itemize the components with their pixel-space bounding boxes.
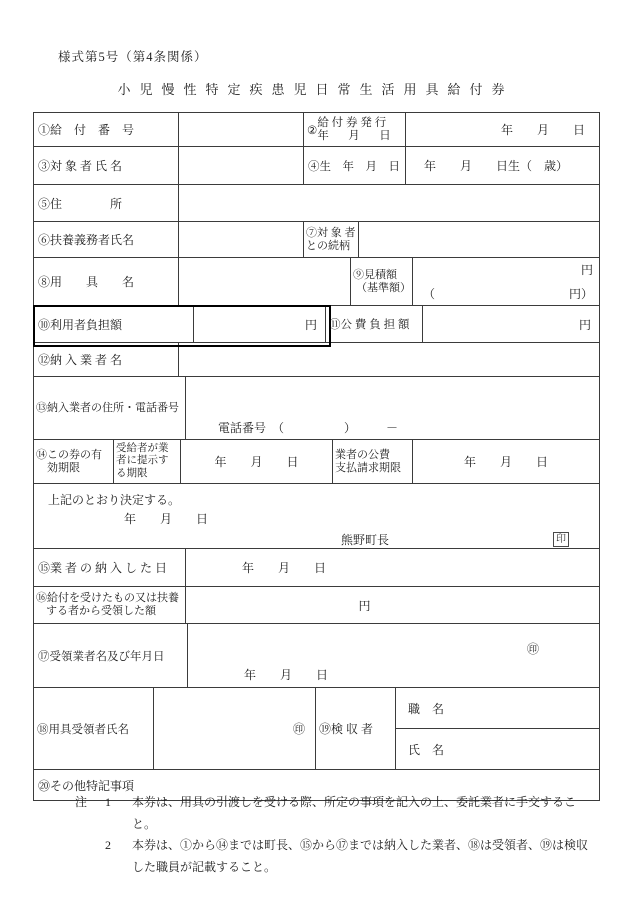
phone-number-line: 電話番号 （ ） － bbox=[218, 421, 399, 435]
row-supplier bbox=[34, 343, 599, 377]
equipment-recipient-value-cell bbox=[154, 688, 316, 769]
birth-date-label: ④生 年 月 日 bbox=[304, 147, 406, 184]
equipment-name-label: ⑧用 具 名 bbox=[34, 258, 179, 305]
row-receiving-supplier bbox=[34, 624, 599, 688]
inspector-detail-cell bbox=[396, 688, 599, 769]
row-decision bbox=[34, 484, 599, 549]
estimate-label: ⑨見積額 （基準額） bbox=[351, 258, 413, 305]
row-grant-number bbox=[34, 113, 599, 147]
row-guardian bbox=[34, 222, 599, 258]
receiving-supplier-label: ⑰受領業者名及び年月日 bbox=[34, 624, 188, 687]
recipient-name-value-cell bbox=[179, 147, 304, 184]
relationship-value-cell bbox=[359, 222, 599, 257]
page-title: 小児慢性特定疾患児日常生活用具給付券 bbox=[117, 82, 514, 97]
validity-label: ⑭この券の有 効期限 bbox=[34, 440, 114, 483]
birth-date-value: 年 月 日生（ 歳） bbox=[424, 159, 569, 173]
claim-deadline-label: 業者の公費 支払請求期限 bbox=[333, 440, 413, 483]
row-address bbox=[34, 185, 599, 222]
decision-cell bbox=[34, 484, 599, 548]
row-recipient-inspector bbox=[34, 688, 599, 770]
supplier-name-value-cell bbox=[179, 343, 599, 376]
issue-date-value: 年 月 日 bbox=[500, 123, 585, 137]
address-value-cell bbox=[179, 185, 599, 221]
estimate-value-cell: 円 （ 円） bbox=[413, 258, 599, 305]
decision-statement: 上記のとおり決定する。 bbox=[48, 493, 181, 507]
mayor-signature: 熊野町長 bbox=[341, 533, 390, 547]
recipient-seal-icon: ㊞ bbox=[292, 722, 305, 736]
receiving-supplier-date: 年 月 日 bbox=[244, 668, 329, 682]
row-delivery-date bbox=[34, 549, 599, 587]
form-number: 様式第5号（第4条関係） bbox=[58, 50, 208, 64]
guardian-name-label: ⑥扶養義務者氏名 bbox=[34, 222, 179, 257]
remarks-label: ⑳その他特記事項 bbox=[38, 778, 135, 793]
public-expense-value: 円 bbox=[578, 317, 591, 332]
form-table bbox=[33, 112, 600, 801]
supplier-name-label: ⑫納 入 業 者 名 bbox=[34, 343, 179, 376]
row-validity bbox=[34, 440, 599, 484]
public-expense-label: ⑪公 費 負 担 額 bbox=[326, 306, 423, 342]
row-recipient bbox=[34, 147, 599, 185]
note-mark: 注 bbox=[75, 795, 88, 809]
inspector-name-label: 氏 名 bbox=[408, 742, 445, 757]
inspector-label: ⑲検 収 者 bbox=[316, 688, 396, 769]
received-amount-value: 円 bbox=[358, 598, 371, 613]
row-charges bbox=[34, 306, 599, 343]
present-deadline-date: 年 月 日 bbox=[181, 440, 333, 483]
claim-deadline-date: 年 月 日 bbox=[463, 455, 548, 469]
issue-date-number: ② bbox=[307, 124, 318, 137]
grant-number-value-cell bbox=[179, 113, 304, 146]
decision-date: 年 月 日 bbox=[124, 512, 209, 526]
user-charge-label: ⑩利用者負担額 bbox=[34, 306, 194, 342]
row-supplier-address bbox=[34, 377, 599, 440]
row-equipment bbox=[34, 258, 599, 306]
supplier-address-value-cell bbox=[186, 377, 599, 439]
delivery-date-value: 年 月 日 bbox=[242, 561, 327, 575]
supplier-address-label: ⑬納入業者の住所・電話番号 bbox=[34, 377, 186, 439]
address-label: ⑤住 所 bbox=[34, 185, 179, 221]
received-amount-label: ⑯給付を受けたもの又は扶養 する者から受領した額 bbox=[34, 587, 186, 623]
supplier-seal-icon: ㊞ bbox=[526, 642, 539, 656]
estimate-yen-unit: 円 bbox=[580, 263, 593, 277]
footnotes bbox=[75, 792, 597, 878]
receiving-supplier-value-cell bbox=[188, 624, 599, 687]
delivery-date-label: ⑮業 者 の 納 入 し た 日 bbox=[34, 549, 186, 586]
guardian-name-value-cell bbox=[179, 222, 304, 257]
equipment-recipient-label: ⑱用具受領者氏名 bbox=[34, 688, 154, 769]
note-1: 注 1 本券は、用具の引渡しを受ける際、所定の事項を記入の上、委託業者に手交すること。 bbox=[75, 792, 597, 835]
grant-number-label: ①給 付 番 号 bbox=[34, 113, 179, 146]
note-2: 2 本券は、①から⑭までは町長、⑮から⑰までは納入した業者、⑱は受領者、⑲は検収した職員が記載すること。 bbox=[105, 838, 589, 874]
present-deadline-label: 受給者が業 者に提示す る期限 bbox=[114, 440, 181, 483]
recipient-name-label: ③対 象 者 氏 名 bbox=[34, 147, 179, 184]
relationship-label: ⑦対 象 者 との続柄 bbox=[304, 222, 359, 257]
user-charge-value: 円 bbox=[194, 306, 326, 342]
issue-date-label: ② 給 付 券 発 行 年 月 日 bbox=[304, 113, 406, 146]
equipment-name-value-cell bbox=[179, 258, 351, 305]
row-received-amount bbox=[34, 587, 599, 624]
mayor-seal-mark: 印 bbox=[553, 532, 569, 547]
inspector-job-title-label: 職 名 bbox=[396, 688, 599, 729]
